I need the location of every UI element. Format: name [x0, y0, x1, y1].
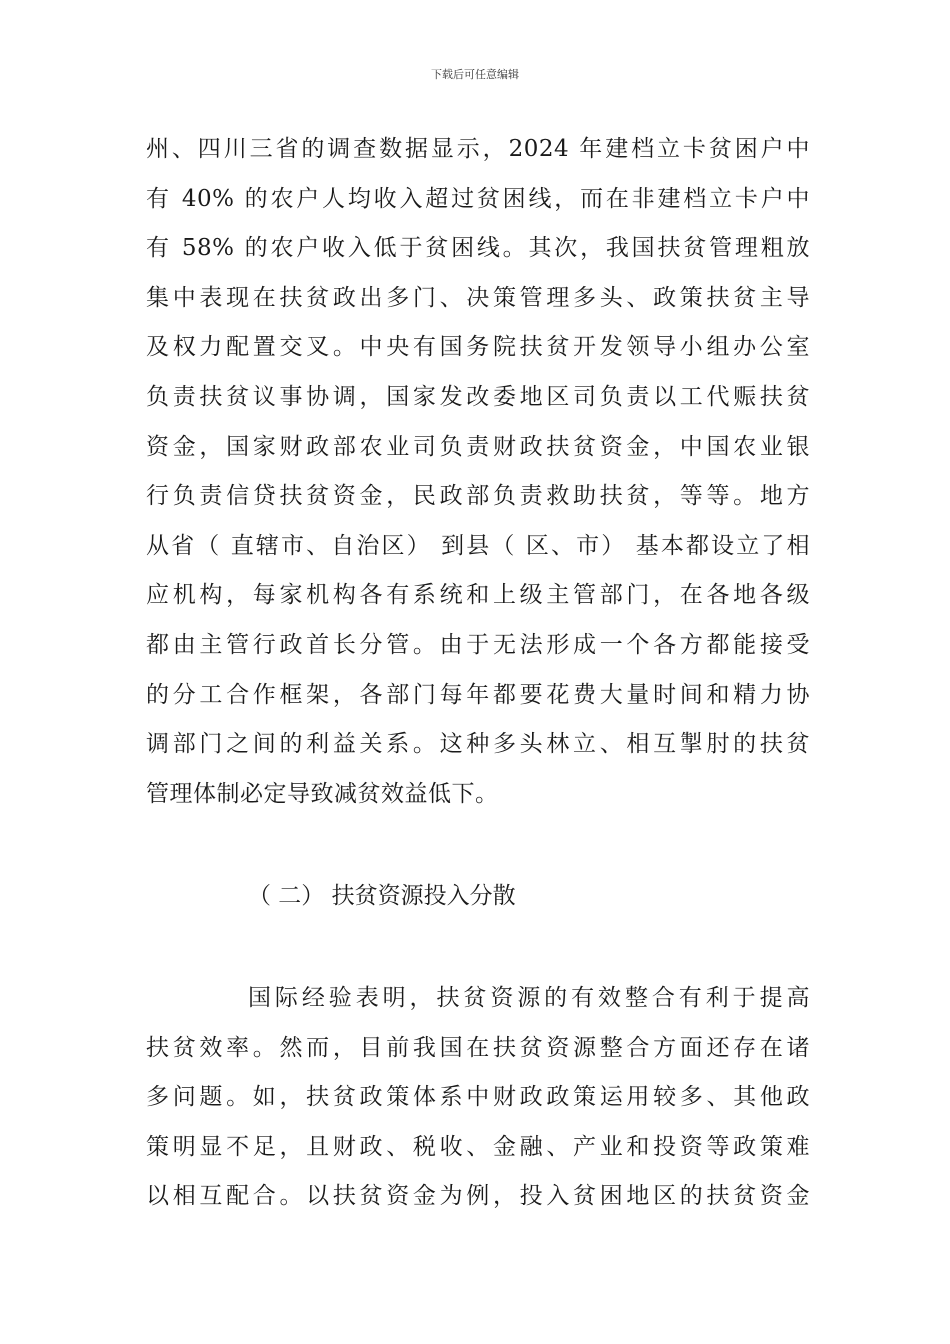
text-line: 都由主管行政首长分管。由于无法形成一个各方都能接受 — [146, 631, 810, 658]
text-line: 集中表现在扶贫政出多门、决策管理多头、政策扶贫主导 — [146, 284, 810, 311]
text-line: 及权力配置交叉。中央有国务院扶贫开发领导小组办公室 — [146, 334, 810, 361]
text-line: 管理体制必定导致减贫效益低下。 — [146, 780, 499, 807]
body-paragraph-1 — [146, 125, 810, 819]
text-line: 负责扶贫议事协调，国家发改委地区司负责以工代赈扶贫 — [146, 383, 810, 410]
text-line: 应机构，每家机构各有系统和上级主管部门，在各地各级 — [146, 582, 810, 609]
text-line: 的分工合作框架，各部门每年都要花费大量时间和精力协 — [146, 681, 810, 708]
text-line: 有 40% 的农户人均收入超过贫困线，而在非建档立卡户中 — [146, 185, 810, 212]
text-line: 从省（ 直辖市、自治区） 到县（ 区、市） 基本都设立了相 — [146, 532, 810, 559]
text-line: 调部门之间的利益关系。这种多头林立、相互掣肘的扶贫 — [146, 731, 810, 758]
text-line: 资金，国家财政部农业司负责财政扶贫资金，中国农业银 — [146, 433, 810, 460]
text-line: 州、四川三省的调查数据显示，2024 年建档立卡贫困户中 — [146, 136, 810, 162]
text-line: 策明显不足，且财政、税收、金融、产业和投资等政策难 — [146, 1133, 810, 1160]
section-heading: （ 二） 扶贫资源投入分散 — [248, 883, 516, 909]
body-paragraph-2 — [146, 974, 810, 1222]
text-line: 多问题。如，扶贫政策体系中财政政策运用较多、其他政 — [146, 1084, 810, 1111]
page-header-note: 下载后可任意编辑 — [431, 68, 519, 81]
text-line: 国际经验表明，扶贫资源的有效整合有利于提高 — [248, 985, 810, 1011]
text-line: 扶贫效率。然而，目前我国在扶贫资源整合方面还存在诸 — [146, 1034, 810, 1061]
text-line: 行负责信贷扶贫资金，民政部负责救助扶贫，等等。地方 — [146, 483, 810, 510]
text-line: 以相互配合。以扶贫资金为例，投入贫困地区的扶贫资金 — [146, 1183, 810, 1210]
text-line: 有 58% 的农户收入低于贫困线。其次，我国扶贫管理粗放 — [146, 235, 810, 262]
